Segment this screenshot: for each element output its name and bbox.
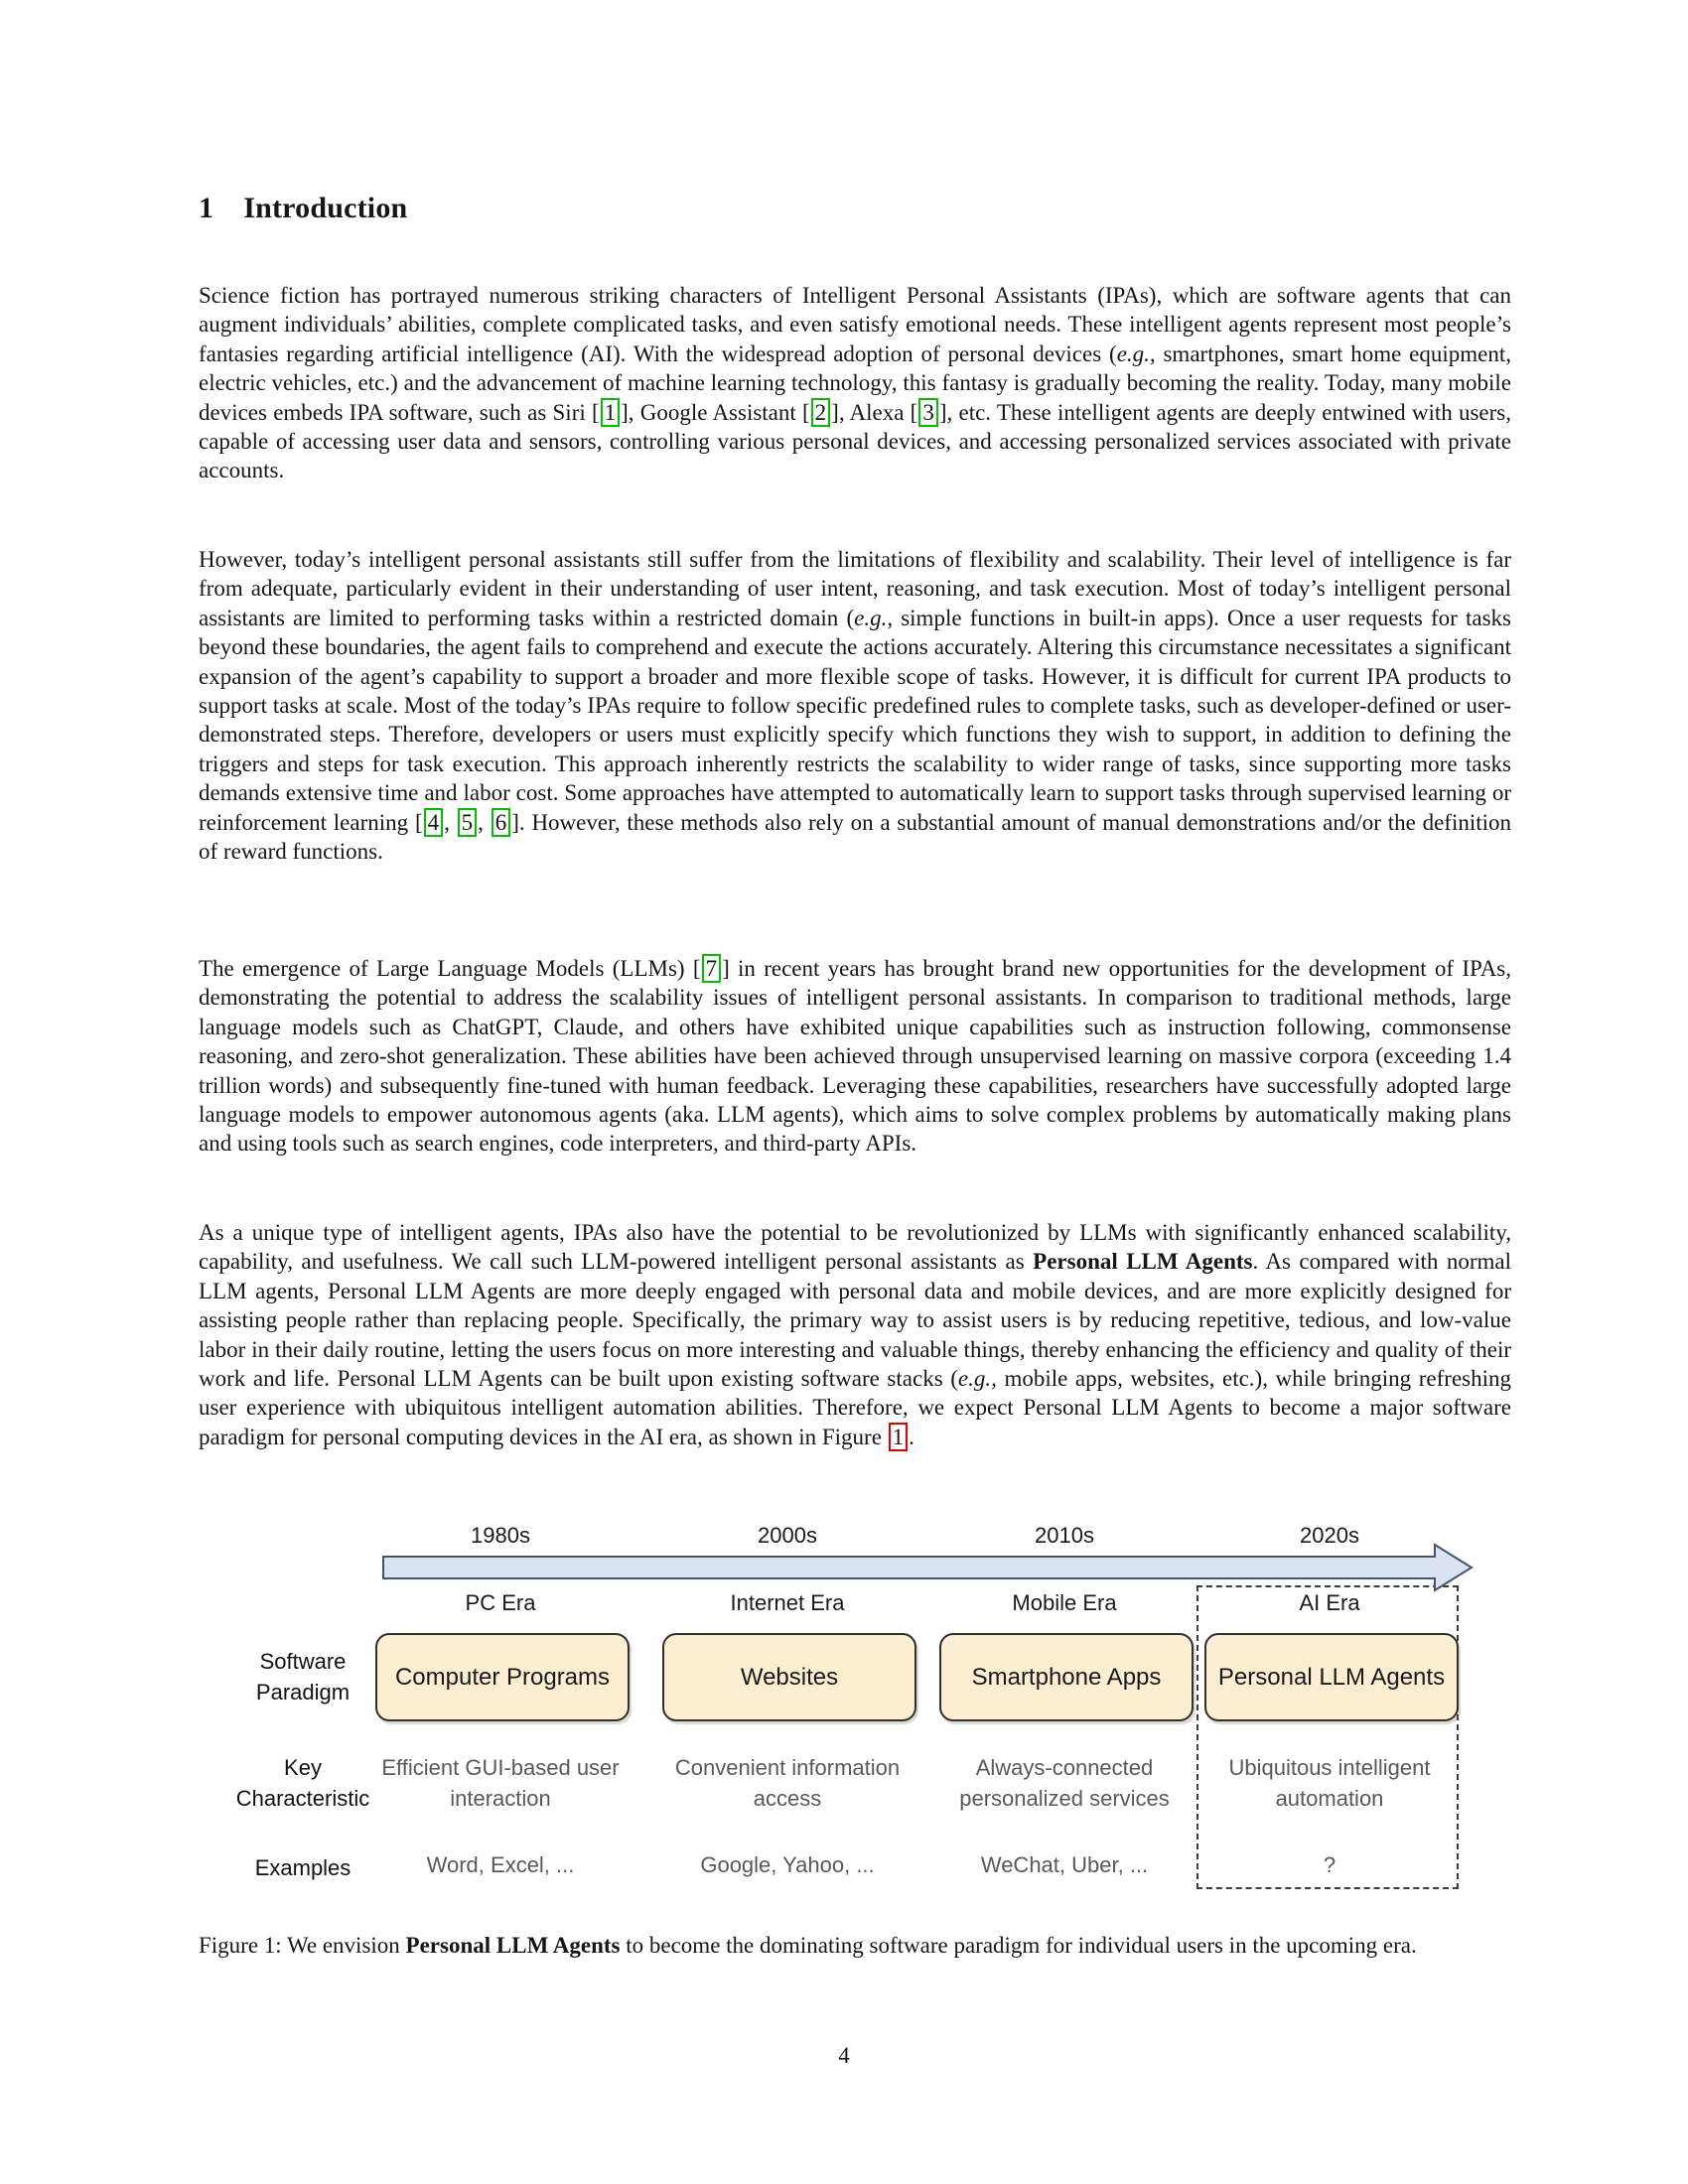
figure-caption (199, 1931, 1511, 1960)
citation-link[interactable]: 4 (424, 808, 444, 837)
text-span: ], Google Assistant [ (621, 399, 810, 425)
section-heading (199, 192, 407, 225)
examples-value: WeChat, Uber, ... (980, 1852, 1149, 1877)
text-span: Personal LLM Agents (1033, 1249, 1253, 1275)
text-span: However, today’s intelligent personal assistants still suffer from the limitations of flexibility and scalability. Their level of intelligence is far from adequate, particularly evident in their understanding of user intent, reasoning, and task execution. Most of today’s intelligent personal assistants are limited to performing tasks within a restricted domain ( (199, 547, 1511, 630)
text-span: . (909, 1424, 914, 1449)
examples-value: ? (1323, 1852, 1336, 1877)
text-span: ], etc. These intelligent agents are deeply entwined with users, capable of accessing user data and sensors, controlling various personal devices, and accessing personalized services associated with private accounts. (199, 399, 1511, 483)
paragraph (199, 545, 1511, 866)
era-label: Internet Era (730, 1590, 845, 1615)
row-label-software-paradigm: Software Paradigm (255, 1649, 351, 1705)
citation-link[interactable]: 7 (702, 954, 722, 983)
timeline-decade-label: 2010s (1035, 1523, 1094, 1548)
citation-link[interactable]: 5 (458, 808, 478, 837)
text-span: simple functions in built-in apps). Once a user requests for tasks beyond these boundaries, the agent fails to comprehend and execute the actions accurately. Altering this circumstance necessitates a significant expansion of the agent’s capability to support a broader and more flexible scope of tasks. However, it is difficult for current IPA products to support tasks at scale. Most of the today’s IPAs require to follow specific predefined rules to complete tasks, such as developer-defined or user-demonstrated steps. Therefore, developers or users must explicitly specify which functions they wish to support, in addition to defining the triggers and steps for task execution. This approach inherently restricts the scalability to wider range of tasks, since supporting more tasks demands extensive time and labor cost. Some approaches have attempted to automatically learn to support tasks through supervised learning or reinforcement learning [ (199, 605, 1511, 835)
text-span: ] in recent years has brought brand new opportunities for the development of IPAs, demonstrating the potential to address the scalability issues of intelligent personal assistants. In comparison to traditional methods, large language models such as ChatGPT, Claude, and others have exhibited unique capabilities such as instruction following, commonsense reasoning, and zero-shot generalization. These abilities have been achieved through unsupervised learning on massive corpora (exceeding 1.4 trillion words) and subsequently fine-tuned with human feedback. Leveraging these capabilities, researchers have successfully adopted large language models to empower autonomous agents (aka. LLM agents), which aims to solve complex problems by automatically making plans and using tools such as search engines, code interpreters, and third-party APIs. (199, 956, 1511, 1157)
text-span: The emergence of Large Language Models (LLMs) [ (199, 956, 701, 981)
text-span: mobile apps, websites, etc.), while bringing refreshing user experience with ubiquitous intelligent automation abilities. Therefore, we expect Personal LLM Agents to become a major software paradigm for personal computing devices in the AI era, as shown in Figure (199, 1366, 1512, 1449)
paradigm-box-computer-programs: Computer Programs (375, 1633, 630, 1721)
paradigm-box-personal-llm-agents: Personal LLM Agents (1204, 1633, 1459, 1721)
row-label-examples: Examples (254, 1855, 352, 1880)
citation-link[interactable]: 2 (811, 398, 831, 427)
era-label: PC Era (465, 1590, 536, 1615)
era-label: Mobile Era (1012, 1590, 1117, 1615)
text-span: Science fiction has portrayed numerous striking characters of Intelligent Personal Assistants (IPAs), which are software agents that can augment individuals’ abilities, complete complicated tasks, and even satisfy emotional needs. These intelligent agents represent most people’s fantasies regarding artificial intelligence (AI). With the widespread adoption of personal devices ( (199, 283, 1511, 366)
key-characteristic: Convenient information access (674, 1755, 901, 1811)
text-span: e.g., (1116, 341, 1156, 366)
page-number: 4 (838, 2043, 850, 2068)
paragraph (199, 281, 1511, 485)
text-span: ], Alexa [ (831, 399, 918, 425)
text-span: Figure 1: We envision (199, 1933, 406, 1958)
text-span: ]. However, these methods also rely on a substantial amount of manual demonstrations and/or the definition of reward functions. (199, 809, 1512, 865)
timeline-decade-label: 1980s (471, 1523, 530, 1548)
citation-link[interactable]: 3 (918, 398, 938, 427)
paragraph (199, 1218, 1511, 1451)
ai-era-highlight-box (1196, 1585, 1459, 1889)
timeline-arrow-icon (382, 1541, 1475, 1594)
text-span: e.g., (854, 605, 894, 630)
text-span: . As compared with normal LLM agents, Personal LLM Agents are more deeply engaged with personal data and mobile devices, and are more explicitly designed for assisting people rather than replacing people. Specifically, the primary way to assist users is by reducing repetitive, tedious, and low-value labor in their daily routine, letting the users focus on more interesting and valuable things, thereby enhancing the efficiency and quality of their work and life. Personal LLM Agents can be built upon existing software stacks ( (199, 1249, 1511, 1392)
paragraph (199, 954, 1511, 1159)
timeline-decade-label: 2020s (1300, 1523, 1359, 1548)
text-span: smartphones, smart home equipment, electric vehicles, etc.) and the advancement of machine learning technology, this fantasy is gradually becoming the reality. Today, many mobile devices embeds IPA software, such as Siri [ (199, 341, 1511, 425)
row-label-key-characteristic: Key Characteristic (235, 1755, 370, 1811)
section-number: 1 (199, 192, 214, 224)
key-characteristic: Efficient GUI-based user interaction (381, 1755, 620, 1811)
text-span: Personal LLM Agents (405, 1933, 621, 1958)
text-span: , (444, 809, 457, 835)
text-span: As a unique type of intelligent agents, IPAs also have the potential to be revolutionized by LLMs with significantly enhanced scalability, capability, and usefulness. We call such LLM-powered intelligent personal assistants as (199, 1220, 1511, 1275)
paradigm-box-smartphone-apps: Smartphone Apps (939, 1633, 1194, 1721)
citation-link[interactable]: 1 (601, 398, 621, 427)
examples-value: Google, Yahoo, ... (700, 1852, 875, 1877)
key-characteristic: Ubiquitous intelligent automation (1228, 1755, 1431, 1811)
section-title: Introduction (243, 192, 408, 224)
text-span: to become the dominating software paradigm for individual users in the upcoming era. (620, 1933, 1417, 1958)
figure-ref-link[interactable]: 1 (889, 1423, 909, 1451)
text-span: , (478, 809, 491, 835)
key-characteristic: Always-connected personalized services (959, 1755, 1170, 1811)
citation-link[interactable]: 6 (492, 808, 511, 837)
era-label: AI Era (1299, 1590, 1360, 1615)
paradigm-box-websites: Websites (662, 1633, 916, 1721)
text-span: e.g., (957, 1366, 997, 1392)
examples-value: Word, Excel, ... (426, 1852, 575, 1877)
timeline-decade-label: 2000s (758, 1523, 817, 1548)
